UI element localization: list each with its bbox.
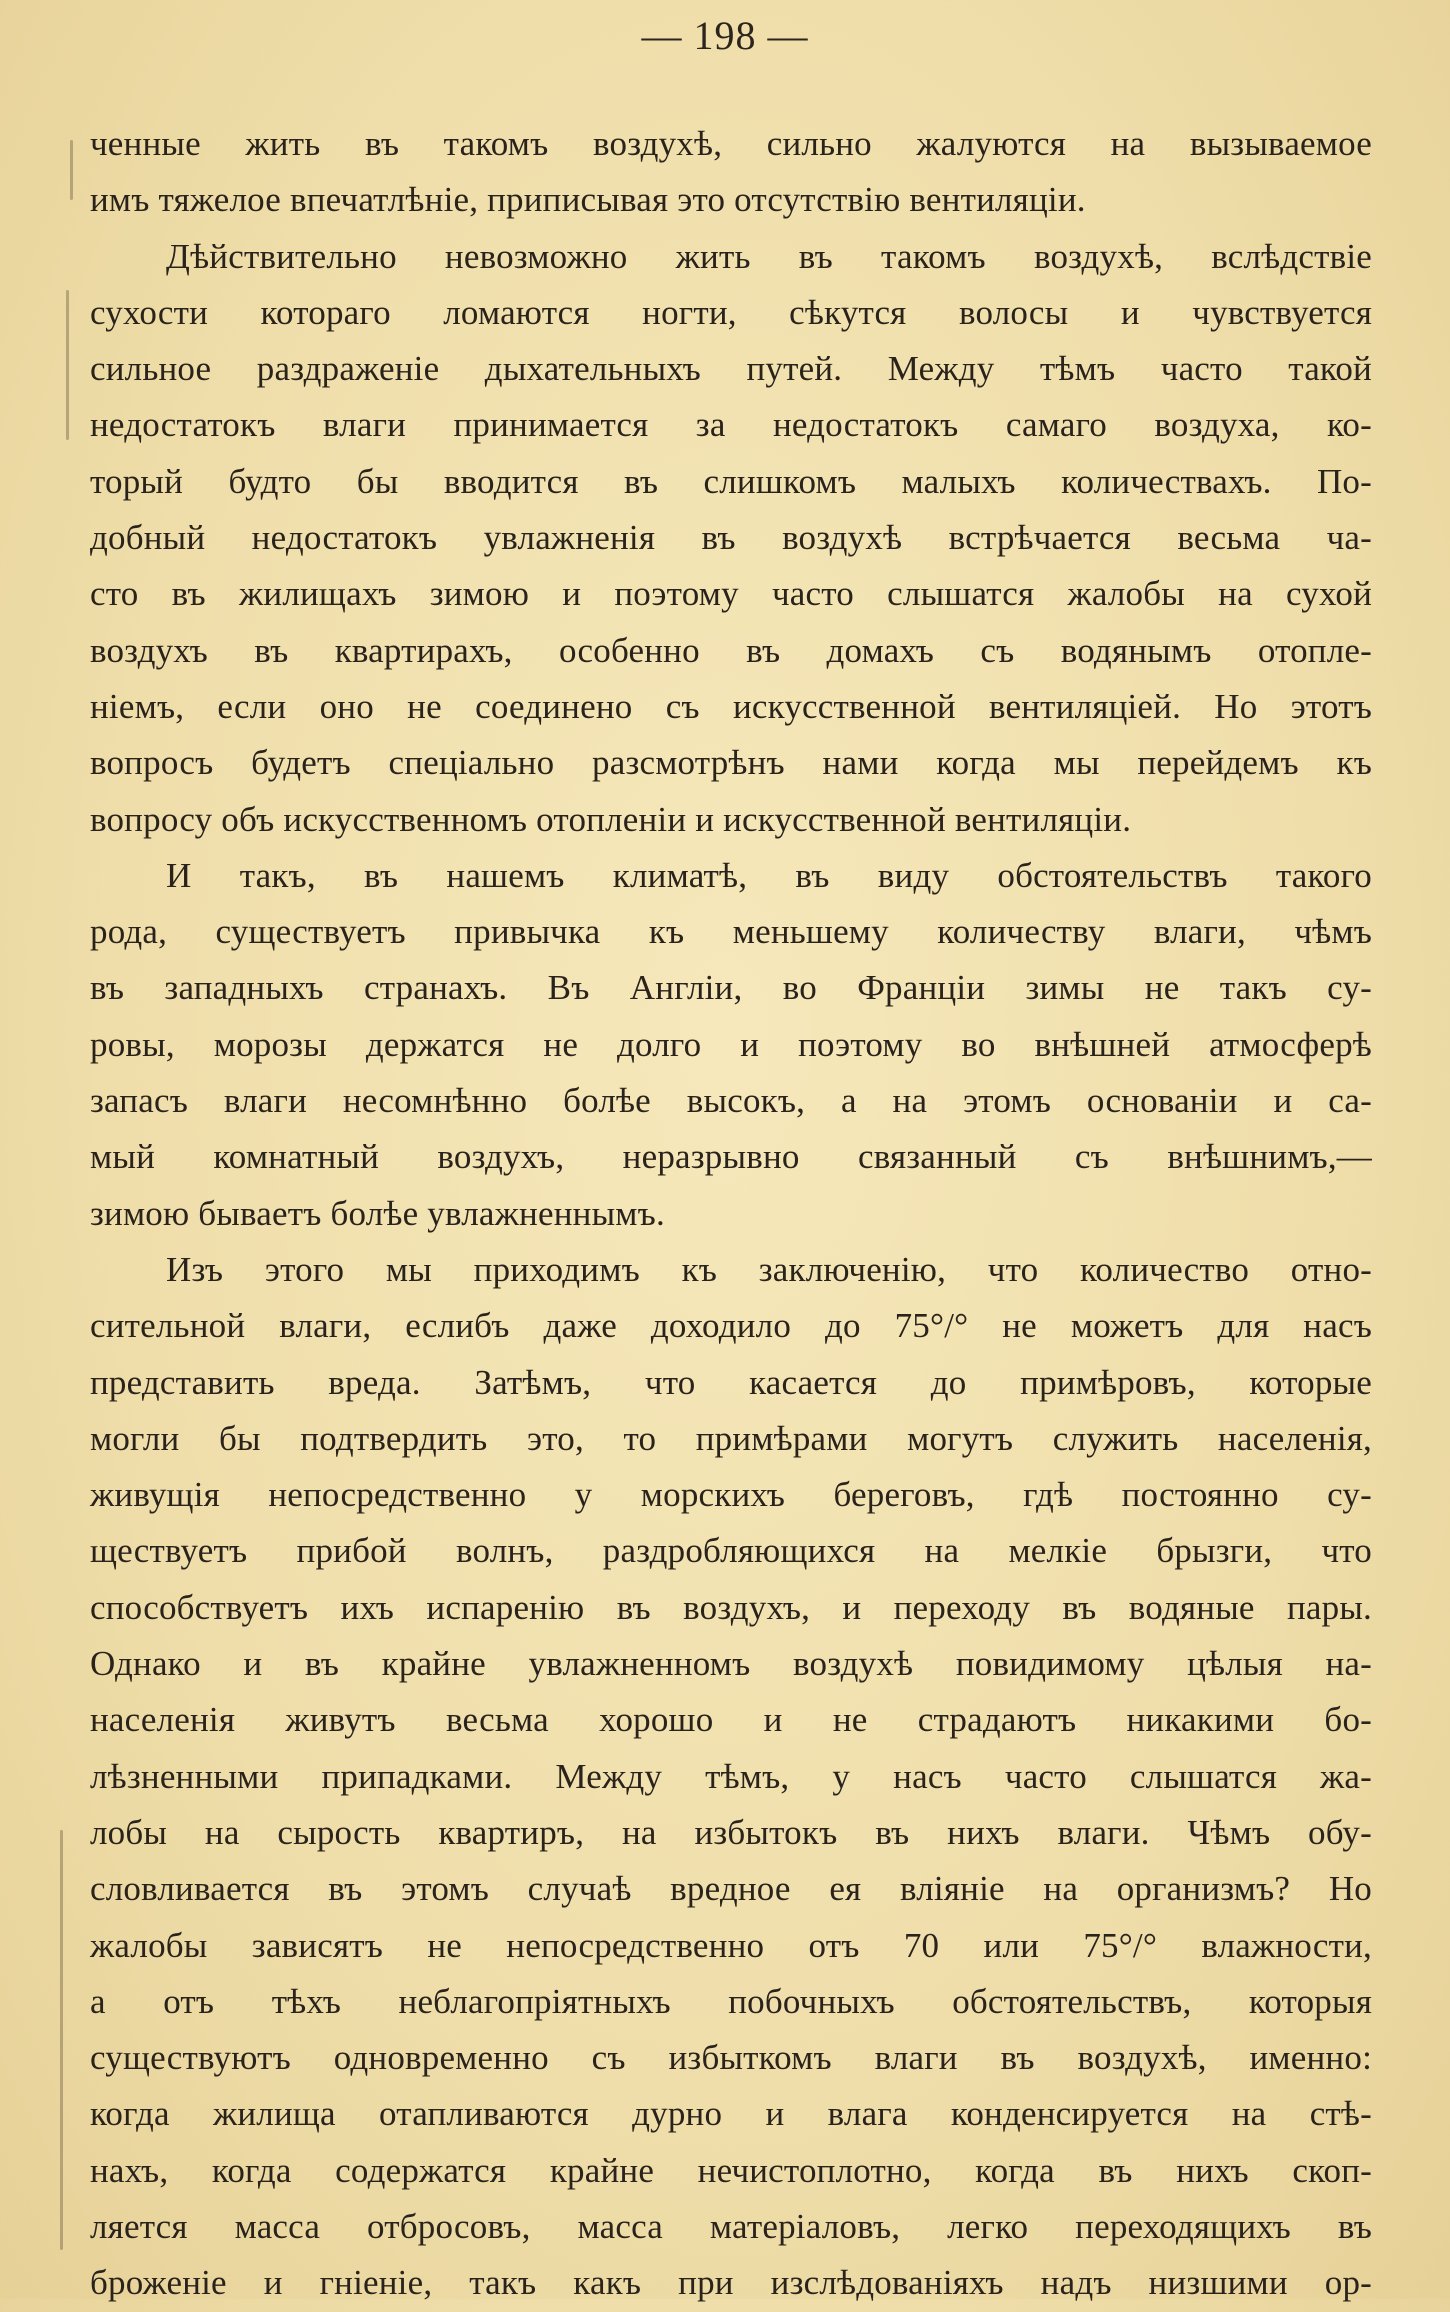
text-line: могли бы подтвердить это, то примѣрами могутъ служить населенія, <box>90 1418 1372 1458</box>
text-line: ніемъ, если оно не соединено съ искусственной вентиляціей. Но этотъ <box>90 686 1372 726</box>
text-line: ченные жить въ такомъ воздухѣ, сильно жалуются на вызываемое <box>90 124 1372 163</box>
text-line: И такъ, въ нашемъ климатѣ, въ виду обстоятельствъ такого <box>166 855 1372 895</box>
body-text <box>90 116 1372 2312</box>
text-line: ществуетъ прибой волнъ, раздробляющихся на мелкіе брызги, что <box>90 1531 1372 1571</box>
text-line: нахъ, когда содержатся крайне нечистоплотно, когда въ нихъ скоп- <box>90 2150 1372 2190</box>
margin-pencil-mark <box>60 1830 63 2250</box>
text-line: сухости котораго ломаются ногти, сѣкутся волосы и чувствуется <box>90 292 1372 332</box>
text-line: населенія живутъ весьма хорошо и не страдаютъ никакими бо- <box>90 1700 1372 1740</box>
text-line: ляется масса отбросовъ, масса матеріаловъ, легко переходящихъ въ <box>90 2206 1372 2246</box>
text-line: сто въ жилищахъ зимою и поэтому часто слышатся жалобы на сухой <box>90 574 1372 614</box>
text-line: представить вреда. Затѣмъ, что касается до примѣровъ, которые <box>90 1362 1372 1402</box>
text-line: недостатокъ влаги принимается за недостатокъ самаго воздуха, ко- <box>90 405 1372 445</box>
text-line: живущія непосредственно у морскихъ береговъ, гдѣ постоянно су- <box>90 1475 1372 1515</box>
text-line: сильное раздраженіе дыхательныхъ путей. Между тѣмъ часто такой <box>90 349 1372 389</box>
text-line: Дѣйствительно невозможно жить въ такомъ воздухѣ, вслѣдствіе <box>166 236 1372 276</box>
text-line: жалобы зависятъ не непосредственно отъ 70 или 75°/° влажности, <box>90 1925 1372 1965</box>
text-line: вопросъ будетъ спеціально разсмотрѣнъ нами когда мы перейдемъ къ <box>90 743 1372 783</box>
text-line: сительной влаги, еслибъ даже доходило до 75°/° не можетъ для насъ <box>90 1306 1372 1346</box>
text-line: вопросу объ искусственномъ отопленіи и искусственной вентиляціи. <box>90 799 1132 839</box>
text-line: воздухъ въ квартирахъ, особенно въ домахъ съ водянымъ отопле- <box>90 630 1372 670</box>
text-line: когда жилища отапливаются дурно и влага конденсируется на стѣ- <box>90 2094 1372 2134</box>
text-line: способствуетъ ихъ испаренію въ воздухъ, и переходу въ водяные пары. <box>90 1587 1372 1627</box>
margin-pencil-mark <box>66 290 69 440</box>
text-line: зимою бываетъ болѣе увлажненнымъ. <box>90 1193 665 1233</box>
text-line: добный недостатокъ увлажненія въ воздухѣ встрѣчается весьма ча- <box>90 518 1372 558</box>
text-line: имъ тяжелое впечатлѣніе, приписывая это отсутствію вентиляціи. <box>90 180 1086 220</box>
text-line: а отъ тѣхъ неблагопріятныхъ побочныхъ обстоятельствъ, которыя <box>90 1981 1372 2021</box>
text-line: торый будто бы вводится въ слишкомъ малыхъ количествахъ. По- <box>90 461 1372 501</box>
text-line: рода, существуетъ привычка къ меньшему количеству влаги, чѣмъ <box>90 912 1372 952</box>
text-line: существуютъ одновременно съ избыткомъ влаги въ воздухѣ, именно: <box>90 2038 1372 2078</box>
page-number: — 198 — <box>641 13 809 58</box>
text-line: Изъ этого мы приходимъ къ заключенію, что количество отно- <box>166 1249 1372 1289</box>
text-line: мый комнатный воздухъ, неразрывно связанный съ внѣшнимъ,— <box>90 1137 1372 1177</box>
text-line: ровы, морозы держатся не долго и поэтому во внѣшней атмосферѣ <box>90 1024 1372 1064</box>
text-line: запасъ влаги несомнѣнно болѣе высокъ, а на этомъ основаніи и са- <box>90 1081 1372 1121</box>
text-line: лѣзненными припадками. Между тѣмъ, у насъ часто слышатся жа- <box>90 1756 1372 1796</box>
text-line: Однако и въ крайне увлажненномъ воздухѣ повидимому цѣлыя на- <box>90 1644 1372 1684</box>
text-line: лобы на сырость квартиръ, на избытокъ въ нихъ влаги. Чѣмъ обу- <box>90 1812 1372 1852</box>
margin-pencil-mark <box>70 140 73 200</box>
text-line: броженіе и гніеніе, такъ какъ при изслѣдованіяхъ надъ низшими ор- <box>90 2263 1372 2303</box>
text-line: въ западныхъ странахъ. Въ Англіи, во Франціи зимы не такъ су- <box>90 968 1372 1008</box>
text-line: словливается въ этомъ случаѣ вредное ея вліяніе на организмъ? Но <box>90 1869 1372 1909</box>
